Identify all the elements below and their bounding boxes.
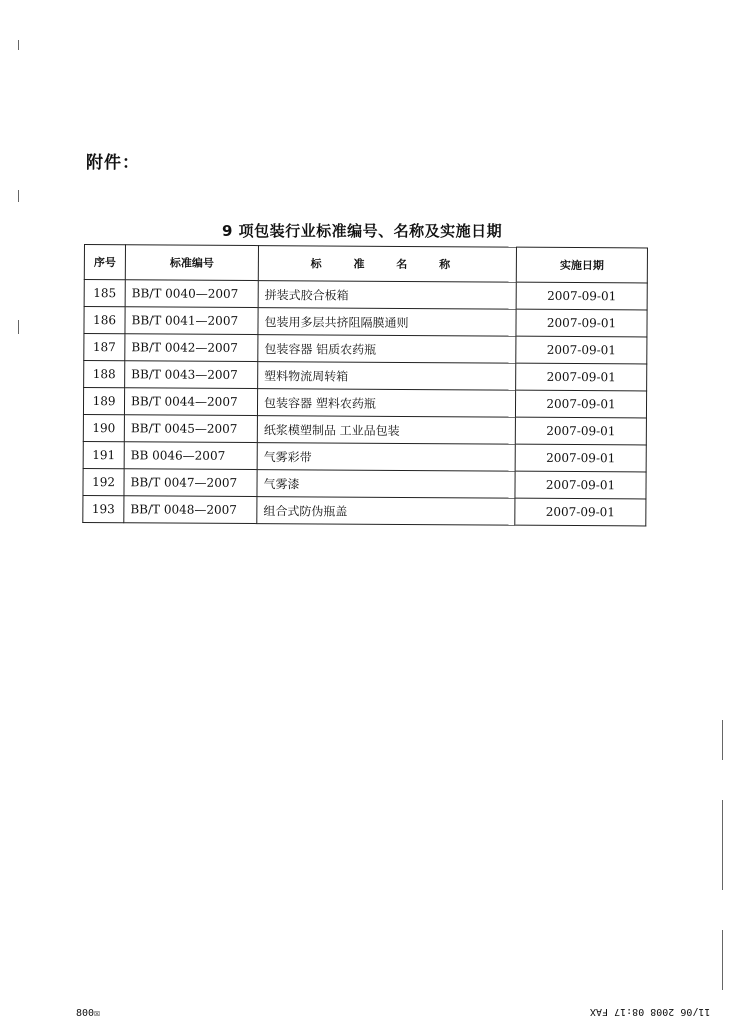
row-name: 气雾漆 <box>257 470 515 499</box>
row-code: BB/T 0040—2007 <box>125 280 258 308</box>
header-seq: 序号 <box>84 245 125 280</box>
scan-artifact <box>722 800 723 890</box>
row-seq: 188 <box>84 361 125 388</box>
row-seq: 187 <box>84 334 125 361</box>
row-code: BB 0046—2007 <box>124 442 257 470</box>
row-code: BB/T 0045—2007 <box>124 415 257 443</box>
table-row <box>83 388 646 418</box>
row-code: BB/T 0048—2007 <box>124 496 257 524</box>
row-name: 纸浆模塑制品 工业品包装 <box>257 416 515 445</box>
row-name: 拼装式胶合板箱 <box>258 281 516 310</box>
scan-artifact <box>18 320 19 334</box>
scan-artifact <box>18 190 19 202</box>
fax-header-stamp: 11/06 2008 08:17 FAX <box>589 1006 710 1017</box>
standards-table <box>82 244 648 526</box>
scan-artifact <box>18 40 19 50</box>
row-code: BB/T 0047—2007 <box>124 469 257 497</box>
row-code: BB/T 0044—2007 <box>124 388 257 416</box>
row-date: 2007-09-01 <box>515 390 646 418</box>
header-date: 实施日期 <box>516 247 647 283</box>
row-name: 包装用多层共挤阻隔膜通则 <box>258 308 516 337</box>
scan-artifact <box>722 720 723 760</box>
row-date: 2007-09-01 <box>515 444 646 472</box>
row-name: 组合式防伪瓶盖 <box>257 497 515 526</box>
row-date: 2007-09-01 <box>516 309 647 337</box>
row-code: BB/T 0042—2007 <box>125 334 258 362</box>
row-name: 包装容器 塑料农药瓶 <box>257 389 515 418</box>
row-name: 塑料物流周转箱 <box>258 362 516 391</box>
header-code: 标准编号 <box>125 245 258 281</box>
row-seq: 190 <box>83 414 124 441</box>
table-row <box>84 307 647 337</box>
row-seq: 185 <box>84 280 125 307</box>
attachment-label: 附件： <box>86 153 140 173</box>
row-name: 气雾彩带 <box>257 443 515 472</box>
row-date: 2007-09-01 <box>515 417 646 445</box>
row-code: BB/T 0041—2007 <box>125 307 258 335</box>
header-name: 标 准 名 称 <box>258 246 516 283</box>
row-code: BB/T 0043—2007 <box>125 361 258 389</box>
table-title: 9 项包装行业标准编号、名称及实施日期 <box>222 222 503 240</box>
fax-page-marker: 800☒ <box>76 1008 101 1019</box>
row-seq: 193 <box>83 495 124 522</box>
row-date: 2007-09-01 <box>516 363 647 391</box>
table-row <box>83 495 646 525</box>
row-seq: 186 <box>84 307 125 334</box>
table-row <box>83 441 646 471</box>
row-seq: 191 <box>83 441 124 468</box>
row-date: 2007-09-01 <box>516 336 647 364</box>
row-name: 包装容器 铝质农药瓶 <box>258 335 516 364</box>
table-row <box>83 468 646 498</box>
row-date: 2007-09-01 <box>515 498 646 526</box>
row-date: 2007-09-01 <box>516 282 647 310</box>
row-seq: 192 <box>83 468 124 495</box>
table-row <box>84 361 647 391</box>
row-date: 2007-09-01 <box>515 471 646 499</box>
table-header-row <box>84 245 647 283</box>
table-row <box>84 334 647 364</box>
scan-artifact <box>722 930 723 990</box>
table-row <box>84 280 647 310</box>
table-row <box>83 414 646 444</box>
row-seq: 189 <box>83 388 124 415</box>
